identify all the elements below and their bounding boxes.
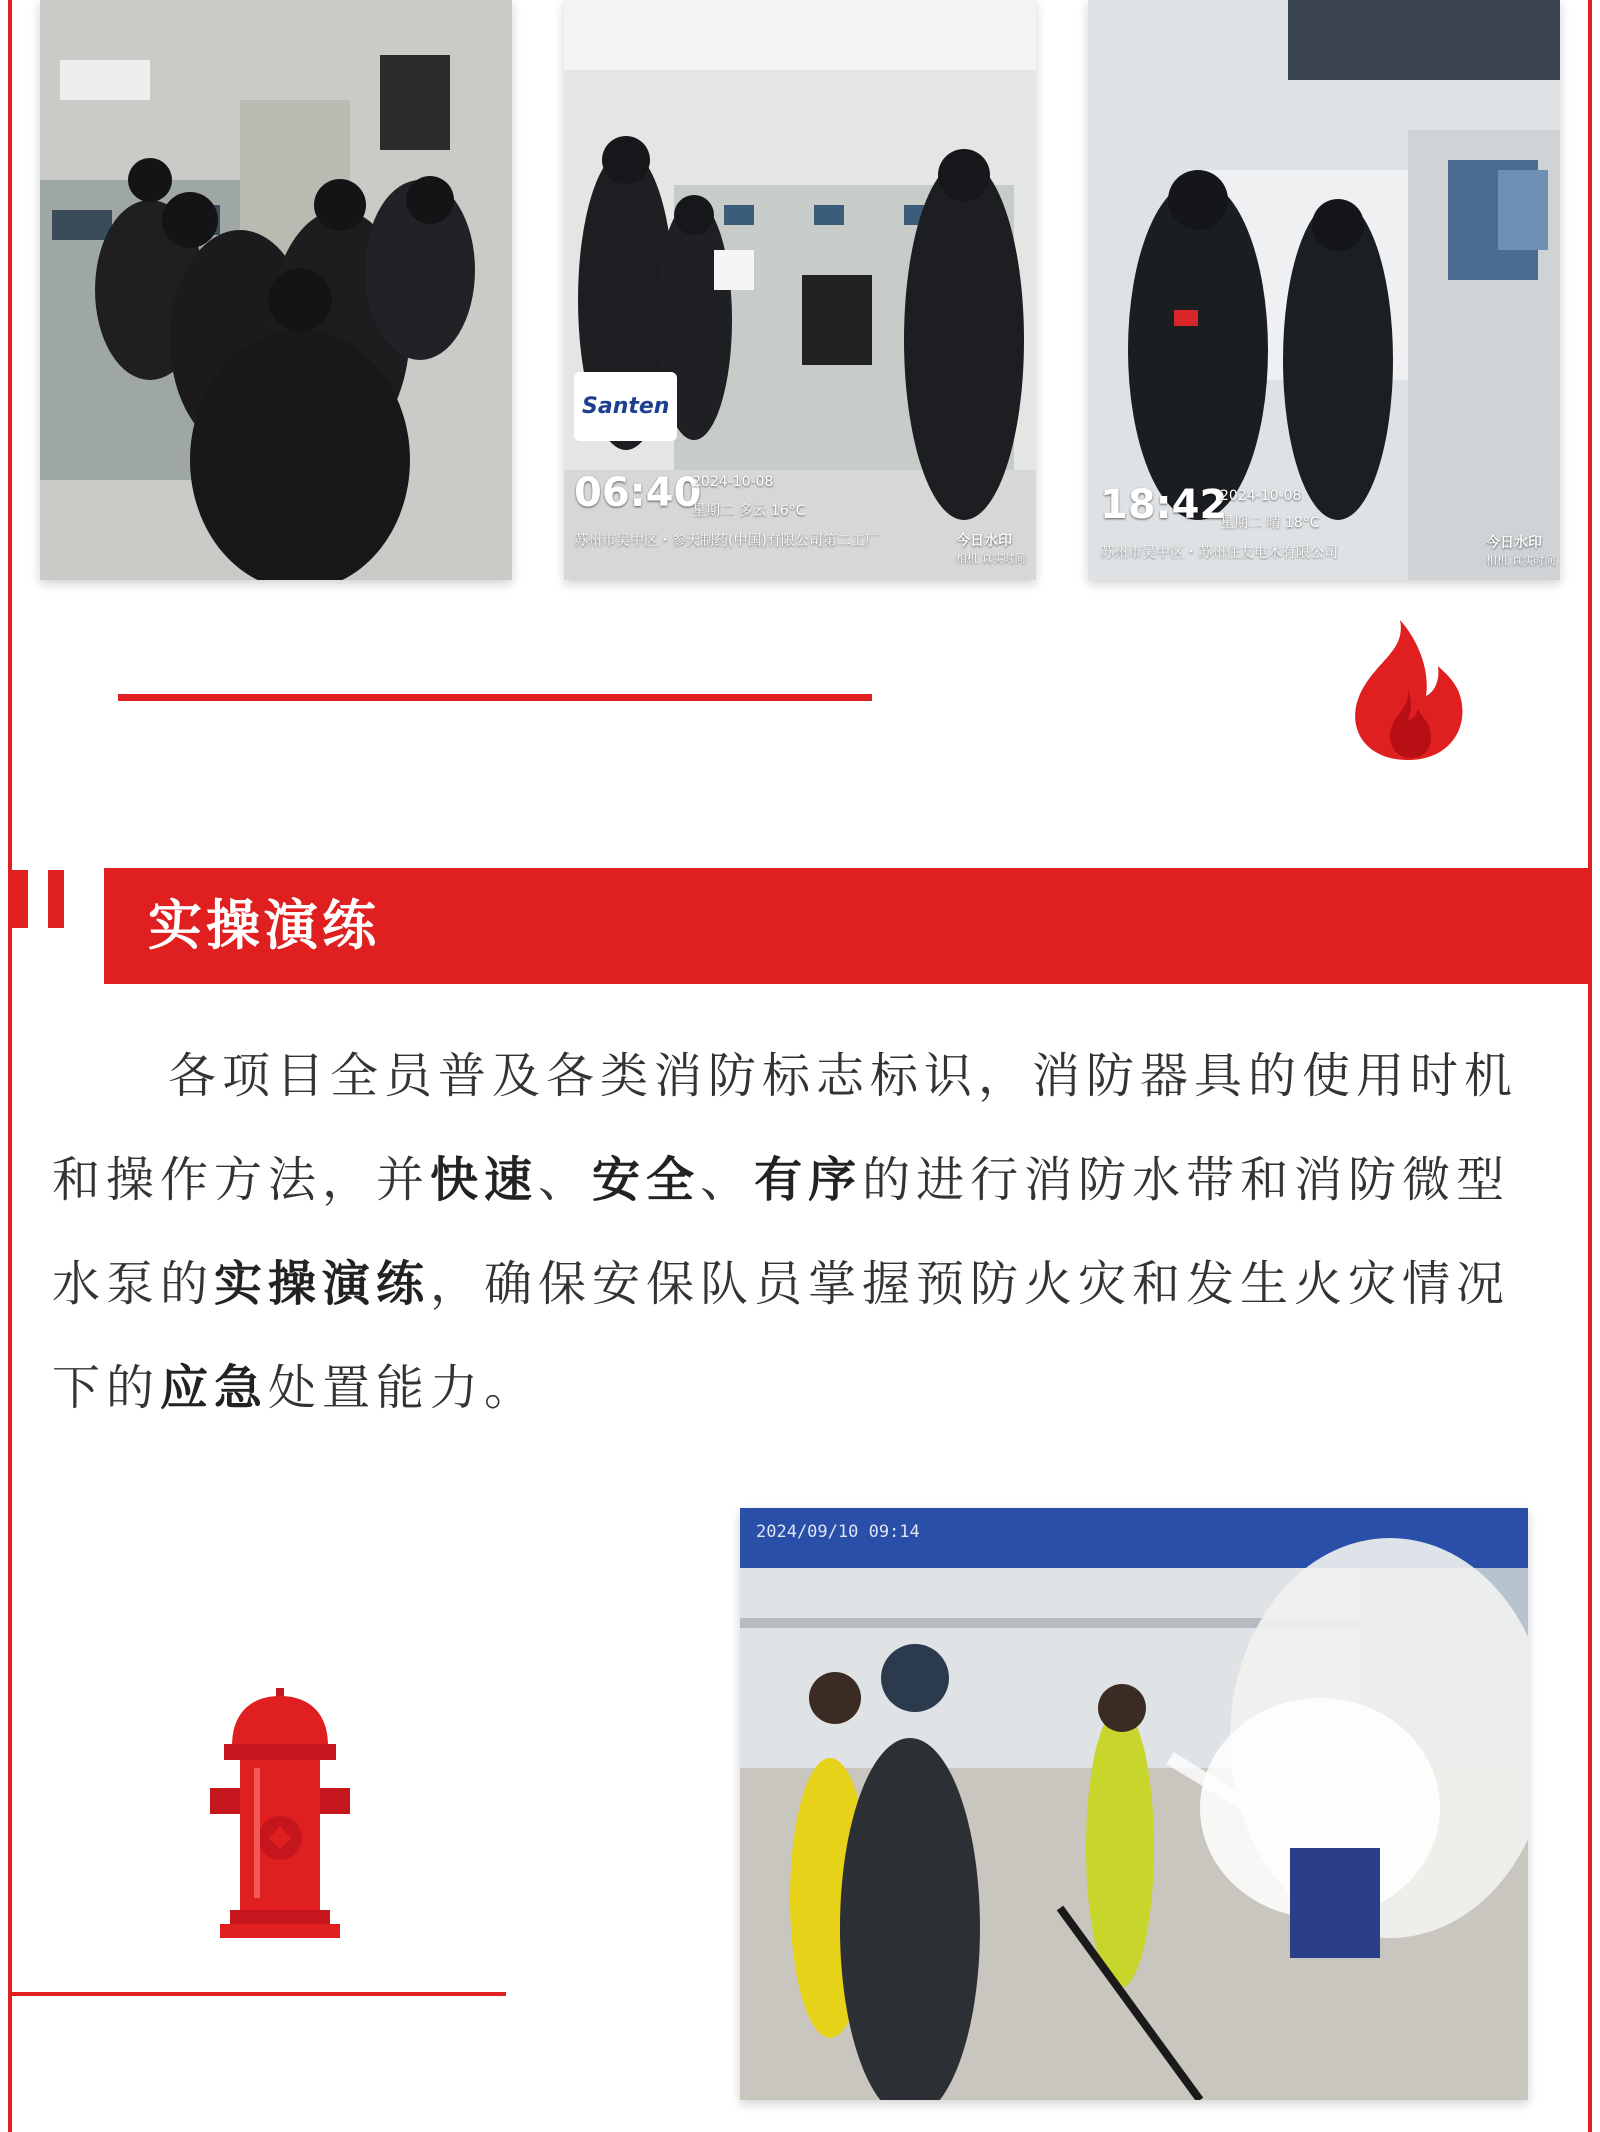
- watermark-date: 2024-10-08: [692, 474, 774, 490]
- santen-logo: Santen: [574, 372, 677, 441]
- photo-cabinet-inspection: [564, 0, 1036, 580]
- paragraph-text: 各项目全员普及各类消防标志标识，消防器具的使用时机和操作方法，并: [52, 1048, 1519, 1208]
- flame-icon: [1348, 620, 1468, 760]
- body-paragraph: [52, 1024, 1552, 1440]
- watermark-date: 2024-10-08: [1220, 488, 1302, 504]
- fire-hydrant-icon: [210, 1688, 350, 1940]
- watermark-weather: 星期二 晴 18°C: [1220, 515, 1320, 531]
- section-mark: [12, 870, 28, 928]
- watermark-app-sub: 相机 真实时间: [1486, 554, 1556, 567]
- watermark-app-name: 今日水印: [1486, 535, 1542, 551]
- watermark-time: 18:42: [1100, 482, 1228, 528]
- section-mark: [48, 870, 64, 928]
- divider-line-bottom: [12, 1992, 506, 1996]
- watermark-location: 苏州市吴中区・参天制药(中国)有限公司第二工厂: [574, 533, 879, 549]
- photo-team-control-panel-image: [40, 0, 512, 580]
- page-border-left: [8, 0, 12, 2132]
- paragraph-text: 、: [700, 1152, 755, 1208]
- paragraph-text: 、: [538, 1152, 593, 1208]
- paragraph-text: 的进行消防水带和消防微型水泵的: [52, 1152, 1511, 1312]
- section-header-bar: [104, 868, 1590, 984]
- paragraph-emphasis: 应急: [160, 1360, 269, 1416]
- watermark-location: 苏州市吴中区・苏州住友电木有限公司: [1100, 545, 1338, 561]
- section-title: 实操演练: [148, 894, 380, 957]
- divider-line-top: [118, 694, 872, 701]
- paragraph-text: ，确保安保队员掌握预防火灾和发生火灾情况下的: [52, 1256, 1511, 1416]
- watermark-app-name: 今日水印: [956, 533, 1012, 549]
- paragraph-emphasis: 实操演练: [214, 1256, 431, 1312]
- watermark-app-sub: 相机 真实时间: [956, 552, 1026, 565]
- page-border-right: [1588, 0, 1592, 2132]
- photo-team-control-panel: [40, 0, 512, 580]
- paragraph-emphasis: 有序: [754, 1152, 863, 1208]
- paragraph-emphasis: 安全: [592, 1152, 701, 1208]
- photo-extinguisher-drill-image: [740, 1508, 1528, 2100]
- photo-screen-inspection: [1088, 0, 1560, 580]
- photo-timestamp: 2024/09/10 09:14: [756, 1522, 920, 1542]
- photo-extinguisher-drill: [740, 1508, 1528, 2100]
- section-header-marks: [12, 870, 68, 928]
- watermark-time: 06:40: [574, 470, 702, 516]
- paragraph-text: 处置能力。: [268, 1360, 539, 1416]
- watermark-weather: 星期二 多云 16°C: [692, 503, 806, 519]
- paragraph-emphasis: 快速: [430, 1152, 539, 1208]
